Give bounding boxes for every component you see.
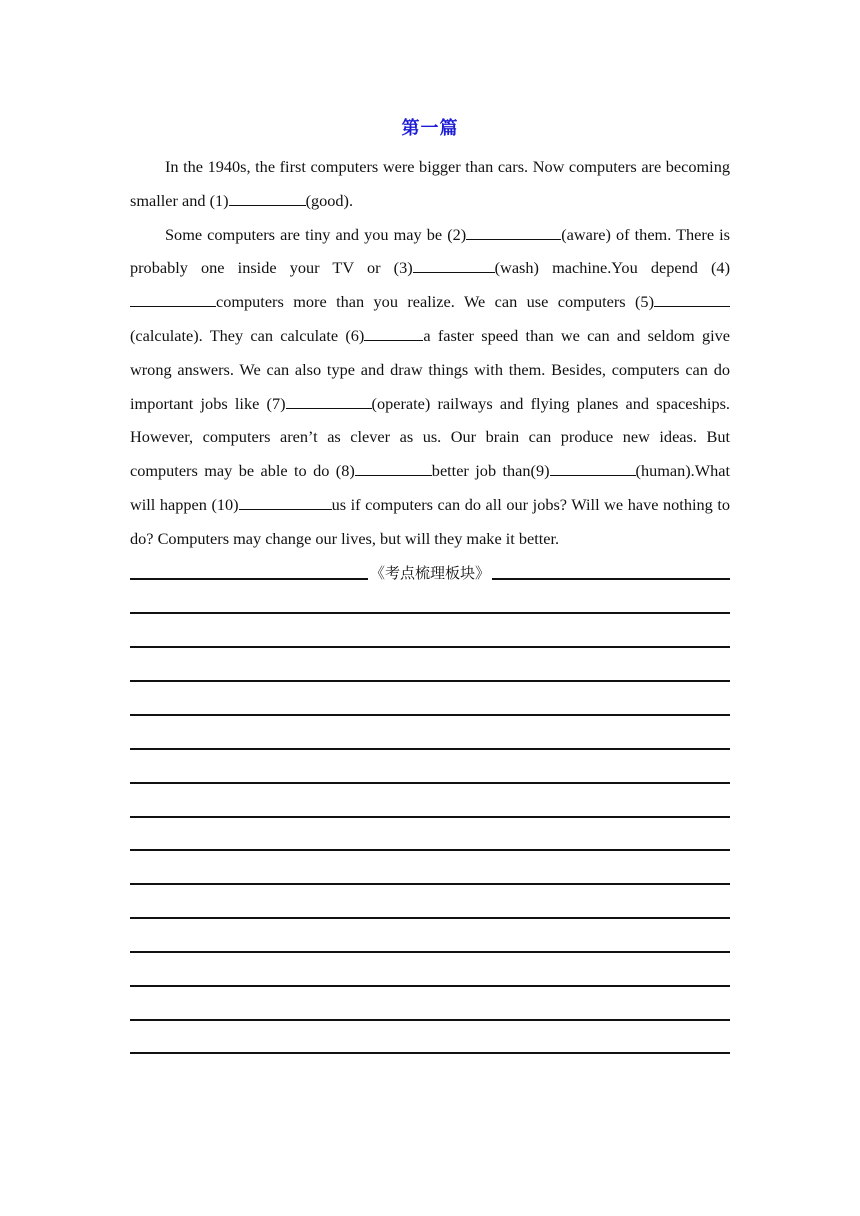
answer-blank-7[interactable]	[286, 393, 372, 409]
writing-line	[130, 951, 730, 953]
writing-line	[130, 714, 730, 716]
writing-line	[130, 680, 730, 682]
p2-text-1: Some computers are tiny and you may be (2)	[165, 224, 467, 244]
passage-heading: 第一篇	[401, 118, 459, 139]
writing-line	[130, 782, 730, 784]
writing-line	[130, 646, 730, 648]
p1-text-1: In the 1940s, the first computers were bigger than cars. Now computers are becoming smaller and (1)	[130, 157, 730, 210]
answer-blank-3[interactable]	[413, 257, 495, 273]
writing-line	[130, 748, 730, 750]
answer-blank-2[interactable]	[466, 224, 561, 240]
passage-body	[130, 150, 730, 556]
answer-blank-9[interactable]	[550, 460, 636, 476]
p2-text-3: (wash) machine.You depend (4)	[494, 258, 730, 278]
paragraph-1	[130, 150, 730, 218]
writing-line	[130, 917, 730, 919]
p2-text-2: (aware) of them. There is probably one inside your TV or (3)	[130, 224, 731, 278]
answer-blank-5[interactable]	[654, 291, 730, 307]
p2-text-10: us if computers can do all our jobs? Will we have nothing to do? Computers may change our lives, but will they make it better.	[130, 494, 730, 548]
p1-text-2: (good).	[305, 190, 354, 210]
section-label	[0, 562, 860, 583]
answer-blank-1[interactable]	[229, 190, 306, 206]
answer-blank-4[interactable]	[130, 291, 216, 307]
p2-text-8: better job than(9)	[431, 461, 550, 481]
writing-line	[130, 1019, 730, 1021]
p2-text-6: a faster speed than we can and seldom give wrong answers. We can also type and draw things with them. Besides, computers can do important jobs like (7)	[130, 325, 730, 413]
answer-blank-8[interactable]	[355, 460, 432, 476]
answer-blank-10[interactable]	[239, 494, 332, 510]
p2-text-7: (operate) railways and flying planes and spaceships. However, computers aren’t as clever as us. Our brain can produce new ideas. But computers may be able to do (8)	[130, 393, 730, 481]
writing-line	[130, 612, 730, 614]
paragraph-2	[130, 218, 730, 556]
writing-line	[130, 1052, 730, 1054]
writing-line	[130, 816, 730, 818]
p2-text-9: (human).What will happen (10)	[130, 461, 731, 514]
writing-line	[130, 985, 730, 987]
section-label-text: 《考点梳理板块》	[369, 564, 490, 582]
writing-line	[130, 849, 730, 851]
answer-blank-6[interactable]	[364, 325, 423, 341]
p2-text-4: computers more than you realize. We can use computers (5)	[216, 292, 654, 312]
writing-line	[130, 883, 730, 885]
p2-text-5: (calculate). They can calculate (6)	[130, 325, 365, 345]
